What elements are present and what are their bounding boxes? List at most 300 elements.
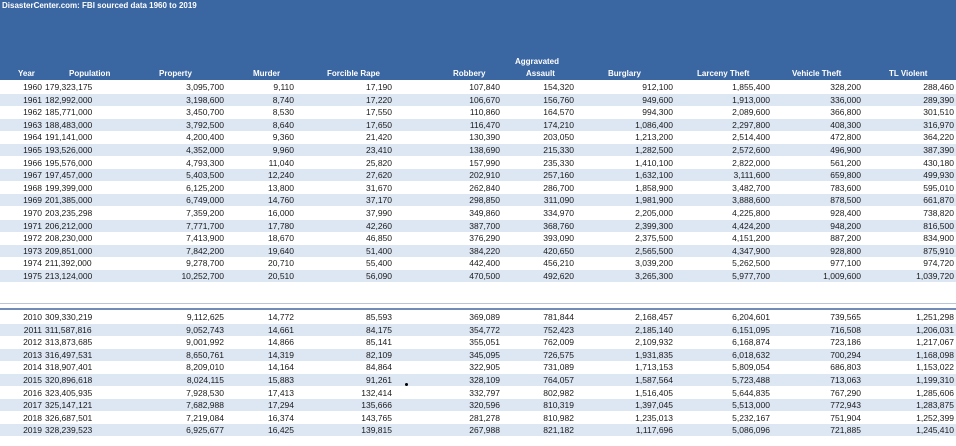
cell-vehicle: 716,508 (830, 324, 861, 335)
cell-assault: 235,330 (543, 157, 574, 168)
cell-year: 2015 (23, 375, 42, 385)
cell-property: 8,209,010 (186, 362, 224, 373)
cell-violent: 1,285,606 (916, 387, 954, 398)
cell-robbery: 267,988 (469, 425, 500, 436)
cell-vehicle: 772,943 (830, 400, 861, 411)
cell-murder: 11,040 (268, 157, 294, 168)
cell-violent: 816,500 (923, 220, 954, 231)
table-row (0, 412, 956, 424)
cell-population: 179,323,175 (45, 82, 93, 92)
stray-dot-marker (405, 383, 408, 386)
cell-property: 8,024,115 (186, 375, 224, 385)
cell-assault: 334,970 (543, 208, 574, 218)
cell-robbery: 106,670 (469, 94, 500, 105)
table-row (0, 349, 956, 361)
cell-robbery: 322,905 (469, 362, 500, 373)
cell-violent: 289,390 (923, 94, 954, 105)
cell-larceny: 6,204,601 (732, 312, 770, 322)
cell-robbery: 384,220 (469, 245, 500, 256)
column-header-murder: Murder (253, 69, 281, 78)
cell-property: 3,450,700 (186, 107, 224, 118)
cell-burglary: 2,399,300 (635, 220, 673, 231)
cell-assault: 731,089 (543, 362, 574, 373)
cell-year: 1971 (23, 220, 42, 231)
cell-violent: 1,039,720 (916, 271, 954, 281)
cell-burglary: 2,205,000 (635, 208, 673, 218)
cell-larceny: 2,297,800 (732, 119, 770, 130)
cell-assault: 762,009 (543, 337, 574, 348)
cell-robbery: 354,772 (469, 324, 500, 335)
cell-larceny: 5,723,488 (732, 375, 770, 385)
cell-murder: 16,000 (268, 208, 294, 218)
cell-property: 4,200,400 (186, 132, 224, 143)
cell-population: 191,141,000 (45, 132, 93, 143)
cell-murder: 17,780 (268, 220, 294, 231)
cell-rape: 51,400 (366, 245, 392, 256)
cell-violent: 1,245,410 (916, 425, 954, 436)
cell-population: 199,399,000 (45, 182, 93, 193)
cell-vehicle: 928,400 (830, 208, 861, 218)
cell-robbery: 110,860 (469, 107, 500, 118)
cell-murder: 9,110 (273, 82, 294, 92)
column-header-forcible-rape: Forcible Rape (327, 69, 380, 78)
table-row (0, 324, 956, 336)
cell-rape: 84,175 (366, 324, 392, 335)
cell-assault: 203,050 (543, 132, 574, 143)
cell-robbery: 116,470 (469, 119, 500, 130)
cell-year: 1960 (23, 82, 42, 92)
cell-population: 209,851,000 (45, 245, 93, 256)
cell-burglary: 2,565,500 (635, 245, 673, 256)
column-header-property: Property (159, 69, 192, 78)
cell-burglary: 2,185,140 (635, 324, 673, 335)
cell-property: 5,403,500 (186, 170, 224, 181)
table-row (0, 131, 956, 143)
cell-violent: 834,900 (923, 233, 954, 244)
cell-vehicle: 751,904 (830, 412, 861, 423)
cell-murder: 12,240 (268, 170, 294, 181)
cell-vehicle: 928,800 (830, 245, 861, 256)
cell-property: 7,682,988 (186, 400, 224, 411)
cell-burglary: 1,981,900 (635, 195, 673, 206)
cell-rape: 139,815 (361, 425, 392, 436)
cell-population: 188,483,000 (45, 119, 93, 130)
cell-murder: 14,866 (268, 337, 294, 348)
column-header-burglary: Burglary (608, 69, 641, 78)
cell-year: 1963 (23, 119, 42, 130)
cell-assault: 810,982 (543, 412, 574, 423)
cell-murder: 14,164 (268, 362, 294, 373)
table-row (0, 245, 956, 257)
cell-population: 195,576,000 (45, 157, 93, 168)
cell-assault: 821,182 (543, 425, 574, 436)
cell-murder: 8,640 (272, 119, 294, 130)
cell-burglary: 2,109,932 (635, 337, 673, 348)
cell-violent: 1,206,031 (916, 324, 954, 335)
column-header-vehicle-theft: Vehicle Theft (792, 69, 842, 78)
cell-year: 2013 (23, 349, 42, 360)
cell-robbery: 345,095 (469, 349, 500, 360)
table-row (0, 119, 956, 131)
cell-assault: 368,760 (543, 220, 574, 231)
cell-violent: 288,460 (923, 82, 954, 92)
cell-violent: 738,820 (923, 208, 954, 218)
cell-year: 1970 (23, 208, 42, 218)
page-title: DisasterCenter.com: FBI sourced data 1960 to 2019 (2, 1, 197, 10)
cell-burglary: 912,100 (642, 82, 673, 92)
cell-year: 1973 (23, 245, 42, 256)
cell-burglary: 1,213,200 (635, 132, 673, 143)
cell-murder: 8,740 (272, 94, 294, 105)
cell-violent: 316,970 (923, 119, 954, 130)
cell-vehicle: 713,063 (830, 375, 861, 385)
cell-property: 7,413,900 (186, 233, 224, 244)
cell-year: 2014 (23, 362, 42, 373)
cell-burglary: 2,375,500 (635, 233, 673, 244)
cell-property: 9,001,992 (186, 337, 224, 348)
cell-burglary: 3,265,300 (635, 271, 673, 281)
cell-vehicle: 767,290 (830, 387, 861, 398)
cell-robbery: 130,390 (469, 132, 500, 143)
cell-burglary: 1,410,100 (635, 157, 673, 168)
cell-robbery: 320,596 (469, 400, 500, 411)
cell-property: 7,842,200 (186, 245, 224, 256)
cell-property: 6,749,000 (186, 195, 224, 206)
cell-larceny: 3,482,700 (732, 182, 770, 193)
table-row (0, 157, 956, 169)
cell-violent: 499,930 (923, 170, 954, 181)
cell-vehicle: 686,803 (830, 362, 861, 373)
cell-property: 6,925,677 (186, 425, 224, 436)
cell-property: 4,352,000 (186, 145, 224, 155)
cell-burglary: 3,039,200 (635, 258, 673, 269)
column-header-larceny-theft: Larceny Theft (697, 69, 750, 78)
cell-violent: 1,283,875 (916, 400, 954, 411)
cell-violent: 364,220 (923, 132, 954, 143)
cell-population: 328,239,523 (45, 425, 93, 436)
cell-population: 182,992,000 (45, 94, 93, 105)
cell-rape: 17,220 (366, 94, 392, 105)
cell-violent: 1,168,098 (916, 349, 954, 360)
cell-vehicle: 721,885 (830, 425, 861, 436)
cell-murder: 14,760 (268, 195, 294, 206)
table-row (0, 232, 956, 244)
cell-vehicle: 659,800 (830, 170, 861, 181)
cell-burglary: 1,858,900 (635, 182, 673, 193)
cell-larceny: 2,089,600 (732, 107, 770, 118)
cell-rape: 85,141 (366, 337, 392, 348)
cell-burglary: 1,397,045 (635, 400, 673, 411)
cell-vehicle: 496,900 (830, 145, 861, 155)
table-row (0, 207, 956, 219)
table-row (0, 144, 956, 156)
cell-larceny: 4,347,900 (732, 245, 770, 256)
cell-assault: 393,090 (543, 233, 574, 244)
cell-population: 211,392,000 (45, 258, 92, 269)
cell-robbery: 376,290 (469, 233, 500, 244)
cell-violent: 301,510 (923, 107, 954, 118)
cell-robbery: 138,690 (469, 145, 500, 155)
cell-larceny: 5,086,096 (732, 425, 770, 436)
cell-population: 309,330,219 (45, 312, 93, 322)
cell-year: 1975 (23, 271, 42, 281)
cell-larceny: 2,822,000 (732, 157, 770, 168)
cell-murder: 16,374 (268, 412, 294, 423)
cell-burglary: 1,931,835 (635, 349, 673, 360)
cell-burglary: 1,516,405 (635, 387, 673, 398)
cell-property: 9,112,625 (186, 312, 224, 322)
cell-property: 7,359,200 (186, 208, 224, 218)
table-row (0, 424, 956, 436)
cell-larceny: 5,644,835 (732, 387, 770, 398)
cell-rape: 55,400 (366, 258, 392, 269)
cell-murder: 17,294 (268, 400, 294, 411)
cell-year: 1962 (23, 107, 42, 118)
cell-violent: 1,153,022 (916, 362, 954, 373)
cell-robbery: 387,700 (469, 220, 500, 231)
cell-vehicle: 328,200 (830, 82, 861, 92)
cell-population: 208,230,000 (45, 233, 93, 244)
cell-rape: 17,190 (366, 82, 392, 92)
cell-larceny: 2,514,400 (732, 132, 770, 143)
cell-rape: 135,666 (361, 400, 392, 411)
cell-year: 2012 (23, 337, 42, 348)
cell-vehicle: 878,500 (830, 195, 861, 206)
cell-burglary: 949,600 (642, 94, 673, 105)
cell-year: 1968 (23, 182, 42, 193)
cell-property: 3,792,500 (186, 119, 224, 130)
cell-assault: 781,844 (543, 312, 574, 322)
cell-population: 203,235,298 (45, 208, 93, 218)
cell-burglary: 2,168,457 (635, 312, 673, 322)
cell-vehicle: 561,200 (830, 157, 861, 168)
cell-vehicle: 887,200 (830, 233, 861, 244)
cell-property: 8,650,761 (186, 349, 224, 360)
table-row (0, 270, 956, 282)
cell-murder: 8,530 (272, 107, 294, 118)
table-row (0, 220, 956, 232)
cell-property: 3,095,700 (186, 82, 224, 92)
cell-year: 1961 (23, 94, 42, 105)
cell-assault: 154,320 (543, 82, 574, 92)
cell-population: 193,526,000 (45, 145, 93, 155)
cell-year: 1965 (23, 145, 42, 155)
cell-larceny: 3,888,600 (732, 195, 770, 206)
cell-robbery: 281,278 (469, 412, 500, 423)
cell-murder: 18,670 (268, 233, 294, 244)
cell-assault: 156,760 (543, 94, 574, 105)
cell-burglary: 994,300 (642, 107, 673, 118)
cell-robbery: 355,051 (469, 337, 500, 348)
cell-population: 316,497,531 (45, 349, 93, 360)
cell-murder: 14,319 (268, 349, 294, 360)
cell-burglary: 1,235,013 (635, 412, 673, 423)
cell-property: 7,771,700 (186, 220, 224, 231)
cell-violent: 387,390 (923, 145, 954, 155)
cell-population: 313,873,685 (45, 337, 93, 348)
cell-larceny: 2,572,600 (732, 145, 770, 155)
cell-rape: 42,260 (366, 220, 392, 231)
table-section-divider (0, 303, 956, 310)
cell-rape: 46,850 (366, 233, 392, 244)
cell-burglary: 1,632,100 (635, 170, 673, 181)
cell-murder: 14,772 (268, 312, 294, 322)
table-row (0, 194, 956, 206)
cell-rape: 85,593 (366, 312, 392, 322)
cell-rape: 27,620 (366, 170, 392, 181)
column-header-assault: Assault (526, 69, 555, 78)
cell-robbery: 332,797 (469, 387, 500, 398)
cell-vehicle: 739,565 (830, 312, 861, 322)
cell-property: 6,125,200 (186, 182, 224, 193)
cell-larceny: 1,913,000 (732, 94, 770, 105)
cell-murder: 16,425 (268, 425, 294, 436)
table-row (0, 257, 956, 269)
cell-property: 3,198,600 (186, 94, 224, 105)
table-row (0, 387, 956, 399)
table-header-band (0, 0, 956, 80)
cell-violent: 430,180 (923, 157, 954, 168)
cell-larceny: 4,424,200 (732, 220, 770, 231)
cell-rape: 21,420 (366, 132, 392, 143)
cell-robbery: 202,910 (469, 170, 500, 181)
cell-population: 318,907,401 (45, 362, 93, 373)
table-row (0, 311, 956, 323)
cell-murder: 9,360 (272, 132, 294, 143)
cell-property: 7,219,084 (186, 412, 224, 423)
cell-vehicle: 977,100 (830, 258, 861, 269)
cell-rape: 143,765 (361, 412, 392, 423)
cell-robbery: 349,860 (469, 208, 500, 218)
cell-vehicle: 472,800 (830, 132, 861, 143)
cell-property: 10,252,700 (181, 271, 224, 281)
cell-violent: 661,870 (923, 195, 954, 206)
cell-year: 1972 (23, 233, 42, 244)
cell-year: 2010 (23, 312, 42, 322)
cell-larceny: 6,151,095 (732, 324, 770, 335)
cell-assault: 257,160 (543, 170, 574, 181)
cell-burglary: 1,117,696 (635, 425, 673, 436)
cell-larceny: 4,225,800 (732, 208, 770, 218)
cell-assault: 492,620 (543, 271, 574, 281)
cell-larceny: 1,855,400 (732, 82, 770, 92)
cell-murder: 15,883 (268, 375, 294, 385)
cell-violent: 1,252,399 (916, 412, 954, 423)
column-header-robbery: Robbery (453, 69, 486, 78)
table-row (0, 81, 956, 93)
cell-larceny: 5,262,500 (732, 258, 770, 269)
cell-robbery: 298,850 (469, 195, 500, 206)
table-row (0, 361, 956, 373)
cell-assault: 802,982 (543, 387, 574, 398)
cell-population: 326,687,501 (45, 412, 93, 423)
cell-larceny: 5,513,000 (732, 400, 770, 411)
cell-robbery: 107,840 (469, 82, 500, 92)
cell-murder: 17,413 (268, 387, 294, 398)
cell-vehicle: 336,000 (830, 94, 861, 105)
cell-population: 185,771,000 (45, 107, 93, 118)
cell-year: 2016 (23, 387, 42, 398)
table-row (0, 94, 956, 106)
cell-rape: 31,670 (366, 182, 392, 193)
cell-population: 323,405,935 (45, 387, 93, 398)
cell-rape: 17,650 (366, 119, 392, 130)
cell-violent: 1,251,298 (916, 312, 954, 322)
cell-rape: 23,410 (366, 145, 392, 155)
cell-rape: 37,990 (366, 208, 392, 218)
cell-robbery: 470,500 (469, 271, 500, 281)
cell-population: 320,896,618 (45, 375, 93, 385)
cell-rape: 91,261 (366, 375, 392, 385)
cell-year: 2019 (23, 425, 42, 436)
cell-property: 9,052,743 (186, 324, 224, 335)
cell-rape: 82,109 (366, 349, 392, 360)
cell-violent: 595,010 (923, 182, 954, 193)
cell-year: 2017 (23, 400, 42, 411)
cell-assault: 726,575 (543, 349, 574, 360)
cell-vehicle: 366,800 (830, 107, 861, 118)
cell-robbery: 442,400 (469, 258, 500, 269)
cell-robbery: 328,109 (469, 375, 500, 385)
cell-robbery: 369,089 (469, 312, 500, 322)
cell-rape: 17,550 (366, 107, 392, 118)
cell-violent: 1,199,310 (916, 375, 954, 385)
cell-violent: 875,910 (923, 245, 954, 256)
column-header-tl-violent: TL Violent (889, 69, 928, 78)
cell-property: 7,928,530 (186, 387, 224, 398)
cell-larceny: 6,018,632 (732, 349, 770, 360)
cell-larceny: 5,977,700 (732, 271, 770, 281)
cell-robbery: 157,990 (469, 157, 500, 168)
cell-population: 197,457,000 (45, 170, 93, 181)
cell-violent: 974,720 (923, 258, 954, 269)
cell-murder: 19,640 (268, 245, 294, 256)
column-header-population: Population (69, 69, 111, 78)
cell-murder: 13,800 (268, 182, 294, 193)
cell-assault: 174,210 (543, 119, 574, 130)
cell-rape: 25,820 (366, 157, 392, 168)
cell-property: 4,793,300 (186, 157, 224, 168)
cell-larceny: 3,111,600 (733, 170, 770, 181)
cell-year: 1969 (23, 195, 42, 206)
cell-year: 1967 (23, 170, 42, 181)
cell-assault: 752,423 (543, 324, 574, 335)
cell-vehicle: 1,009,600 (823, 271, 861, 281)
cell-larceny: 6,168,874 (732, 337, 770, 348)
cell-year: 1966 (23, 157, 42, 168)
table-row (0, 336, 956, 348)
cell-vehicle: 783,600 (830, 182, 861, 193)
cell-burglary: 1,713,153 (635, 362, 673, 373)
cell-assault: 456,210 (543, 258, 574, 269)
cell-year: 2018 (23, 412, 42, 423)
cell-robbery: 262,840 (469, 182, 500, 193)
cell-burglary: 1,086,400 (635, 119, 673, 130)
cell-assault: 764,057 (543, 375, 574, 385)
table-row (0, 399, 956, 411)
cell-assault: 311,090 (543, 195, 574, 206)
cell-vehicle: 723,186 (830, 337, 861, 348)
table-row (0, 182, 956, 194)
column-header-aggravated: Aggravated (515, 57, 560, 66)
cell-burglary: 1,282,500 (635, 145, 673, 155)
cell-assault: 215,330 (543, 145, 574, 155)
cell-population: 213,124,000 (45, 271, 93, 281)
cell-year: 1974 (23, 258, 42, 269)
cell-population: 325,147,121 (45, 400, 93, 411)
cell-murder: 14,661 (268, 324, 294, 335)
cell-assault: 164,570 (543, 107, 574, 118)
